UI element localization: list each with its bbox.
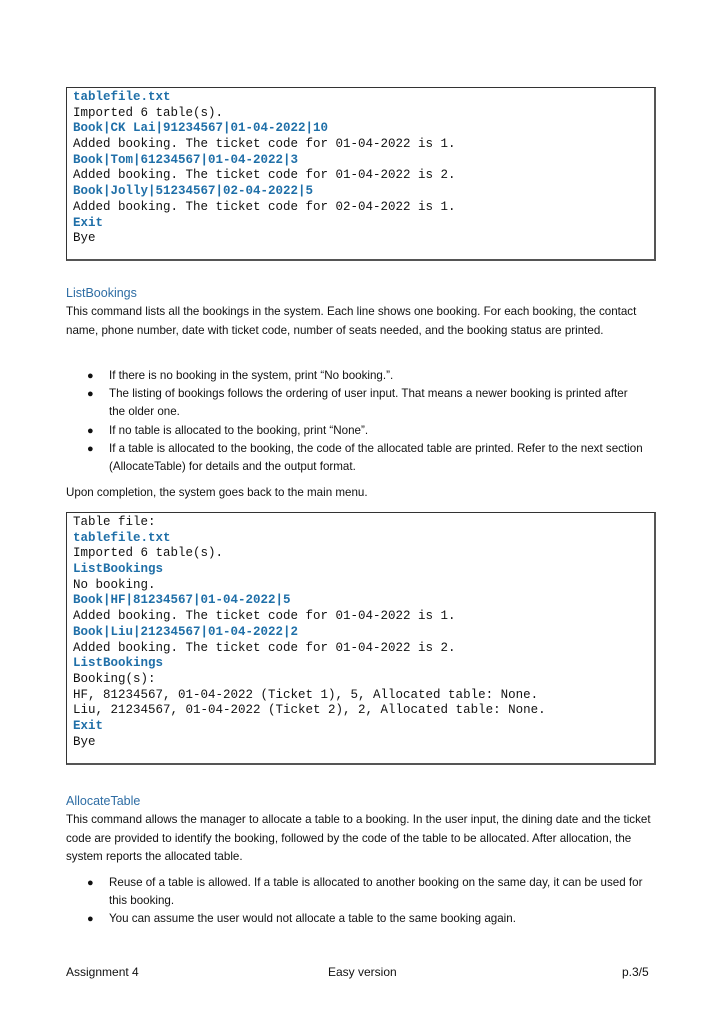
bullet-item: ● If there is no booking in the system, print “No booking.”. <box>66 367 666 385</box>
bullet-icon: ● <box>87 877 94 889</box>
code-input-line: ListBookings <box>73 656 164 671</box>
section-heading-allocatetable: AllocateTable <box>66 794 141 808</box>
code-output-line: Added booking. The ticket code for 02-04-2022 is 1. <box>73 199 456 214</box>
bullet-item: ● The listing of bookings follows the ordering of user input. That means a newer booking is printed after the older one. <box>87 387 628 419</box>
code-input-line: Book|Jolly|51234567|02-04-2022|5 <box>73 184 314 199</box>
footer-center: Easy version <box>328 965 397 979</box>
code-sample-box-2 <box>66 512 656 765</box>
code-output-line: Booking(s): <box>73 671 156 686</box>
allocatetable-description: This command allows the manager to allocate a table to a booking. In the user input, the dining date and the ticket code are provided to identify the booking, followed by the code of the table to be allocated. After allocation, the system reports the allocated table. <box>66 813 651 863</box>
code-output-line: Bye <box>73 231 96 246</box>
code-input-line: Book|Liu|21234567|01-04-2022|2 <box>73 624 299 639</box>
footer-left: Assignment 4 <box>66 965 139 979</box>
code-output-line: Table file: <box>73 515 156 529</box>
code-input-line: Exit <box>73 718 104 733</box>
listbookings-completion-note: Upon completion, the system goes back to the main menu. <box>66 486 368 499</box>
code-output-line: Liu, 21234567, 01-04-2022 (Ticket 2), 2, Allocated table: None. <box>73 703 546 718</box>
code-output-line: No booking. <box>73 577 156 592</box>
bullet-icon: ● <box>87 370 94 382</box>
bullet-icon: ● <box>87 424 94 437</box>
code-input-line: tablefile.txt <box>73 530 171 545</box>
code-sample-box-1 <box>66 87 656 261</box>
code-input-line: ListBookings <box>73 562 164 577</box>
code-input-line: Book|CK Lai|91234567|01-04-2022|10 <box>73 121 329 136</box>
code-output-line: Bye <box>73 734 96 749</box>
code-input-line: Book|Tom|61234567|01-04-2022|3 <box>73 152 299 167</box>
section-heading-listbookings: ListBookings <box>66 286 137 300</box>
code-input-line: Exit <box>73 215 104 230</box>
code-output-line: Imported 6 table(s). <box>73 546 224 561</box>
bullet-icon: ● <box>87 442 94 455</box>
bullet-icon: ● <box>87 913 94 926</box>
code-output-line: Imported 6 table(s). <box>73 105 224 120</box>
bullet-item: ● If a table is allocated to the booking, the code of the allocated table are printed. Refer to the next section (AllocateTable) for details and the output format. <box>87 441 643 474</box>
code-output-line: Added booking. The ticket code for 01-04-2022 is 2. <box>73 640 456 655</box>
bullet-item: ● You can assume the user would not allocate a table to the same booking again. <box>66 910 666 928</box>
code-output-line: Added booking. The ticket code for 01-04-2022 is 1. <box>73 137 456 152</box>
code-output-line: Added booking. The ticket code for 01-04-2022 is 1. <box>73 609 456 624</box>
allocatetable-bullet-list <box>66 874 666 929</box>
listbookings-bullet-list <box>66 367 666 476</box>
code-output-line: Added booking. The ticket code for 01-04-2022 is 2. <box>73 168 456 183</box>
listbookings-description: This command lists all the bookings in the system. Each line shows one booking. For each booking, the contact name, phone number, date with ticket code, number of seats needed, and the booking status are printed. <box>66 305 637 337</box>
bullet-item: ● Reuse of a table is allowed. If a table is allocated to another booking on the same day, it can be used for this booking. <box>87 876 643 908</box>
bullet-item: ● If no table is allocated to the booking, print “None”. <box>66 422 666 440</box>
code-output-line: HF, 81234567, 01-04-2022 (Ticket 1), 5, Allocated table: None. <box>73 687 539 702</box>
bullet-icon: ● <box>87 388 94 401</box>
code-input-line: tablefile.txt <box>73 90 171 104</box>
code-input-line: Book|HF|81234567|01-04-2022|5 <box>73 593 291 608</box>
footer-page-number: p.3/5 <box>622 965 649 979</box>
